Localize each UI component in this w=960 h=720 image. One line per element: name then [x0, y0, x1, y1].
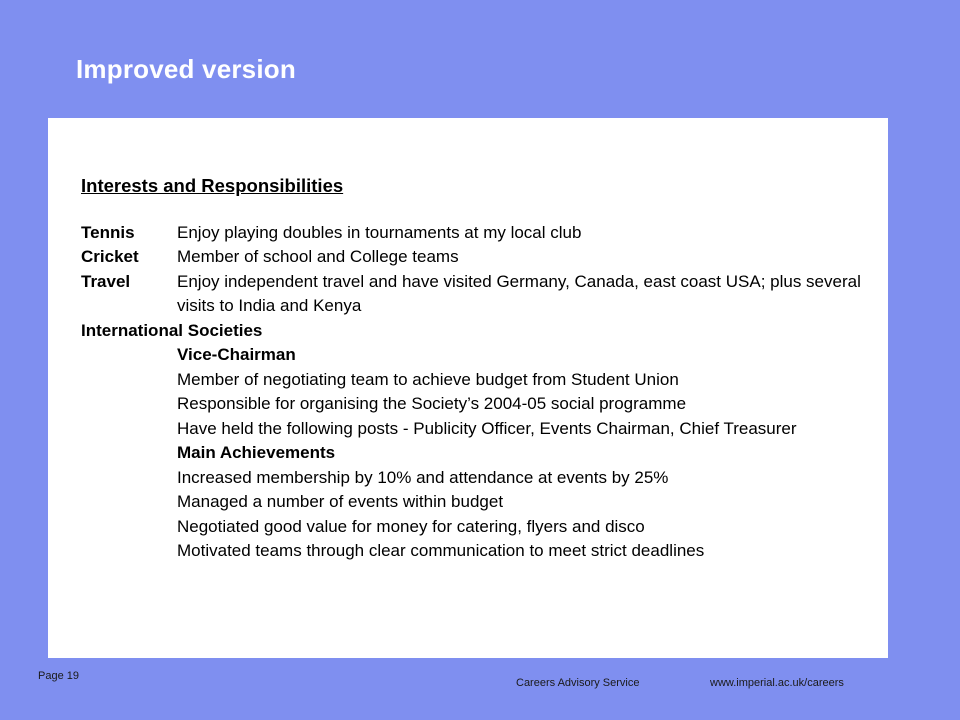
interest-text: Enjoy playing doubles in tournaments at my local club	[177, 222, 582, 242]
section-heading: Interests and Responsibilities	[81, 175, 344, 196]
achievement-line: Motivated teams through clear communication to meet strict deadlines	[177, 541, 705, 560]
interest-text: Member of school and College teams	[177, 247, 459, 266]
content-panel	[48, 118, 888, 658]
interest-row-cricket	[81, 245, 881, 270]
interest-text: Enjoy independent travel and have visited Germany, Canada, east coast USA; plus several visits to India and Kenya	[177, 271, 861, 315]
role-line: Responsible for organising the Society’s 2004-05 social programme	[177, 394, 687, 413]
interest-label: Travel	[81, 271, 131, 291]
interest-row-tennis	[81, 221, 881, 246]
interest-label: Cricket	[81, 247, 139, 266]
interest-row-travel	[81, 270, 881, 319]
societies-details	[81, 343, 881, 564]
societies-title: International Societies	[81, 320, 263, 340]
slide-title: Improved version	[76, 54, 296, 84]
page-number: Page 19	[38, 670, 79, 682]
cv-section	[81, 174, 881, 564]
achievements-title: Main Achievements	[177, 443, 336, 462]
achievement-line: Negotiated good value for money for catering, flyers and disco	[177, 516, 645, 536]
achievement-line: Managed a number of events within budget	[177, 492, 504, 511]
footer-service: Careers Advisory Service	[516, 677, 640, 689]
role-line: Have held the following posts - Publicity Officer, Events Chairman, Chief Treasurer	[177, 418, 797, 438]
achievement-line: Increased membership by 10% and attendance at events by 25%	[177, 467, 669, 487]
interest-label: Tennis	[81, 222, 135, 242]
role-title: Vice-Chairman	[177, 345, 296, 364]
role-line: Member of negotiating team to achieve budget from Student Union	[177, 369, 679, 389]
footer-url: www.imperial.ac.uk/careers	[710, 677, 844, 689]
